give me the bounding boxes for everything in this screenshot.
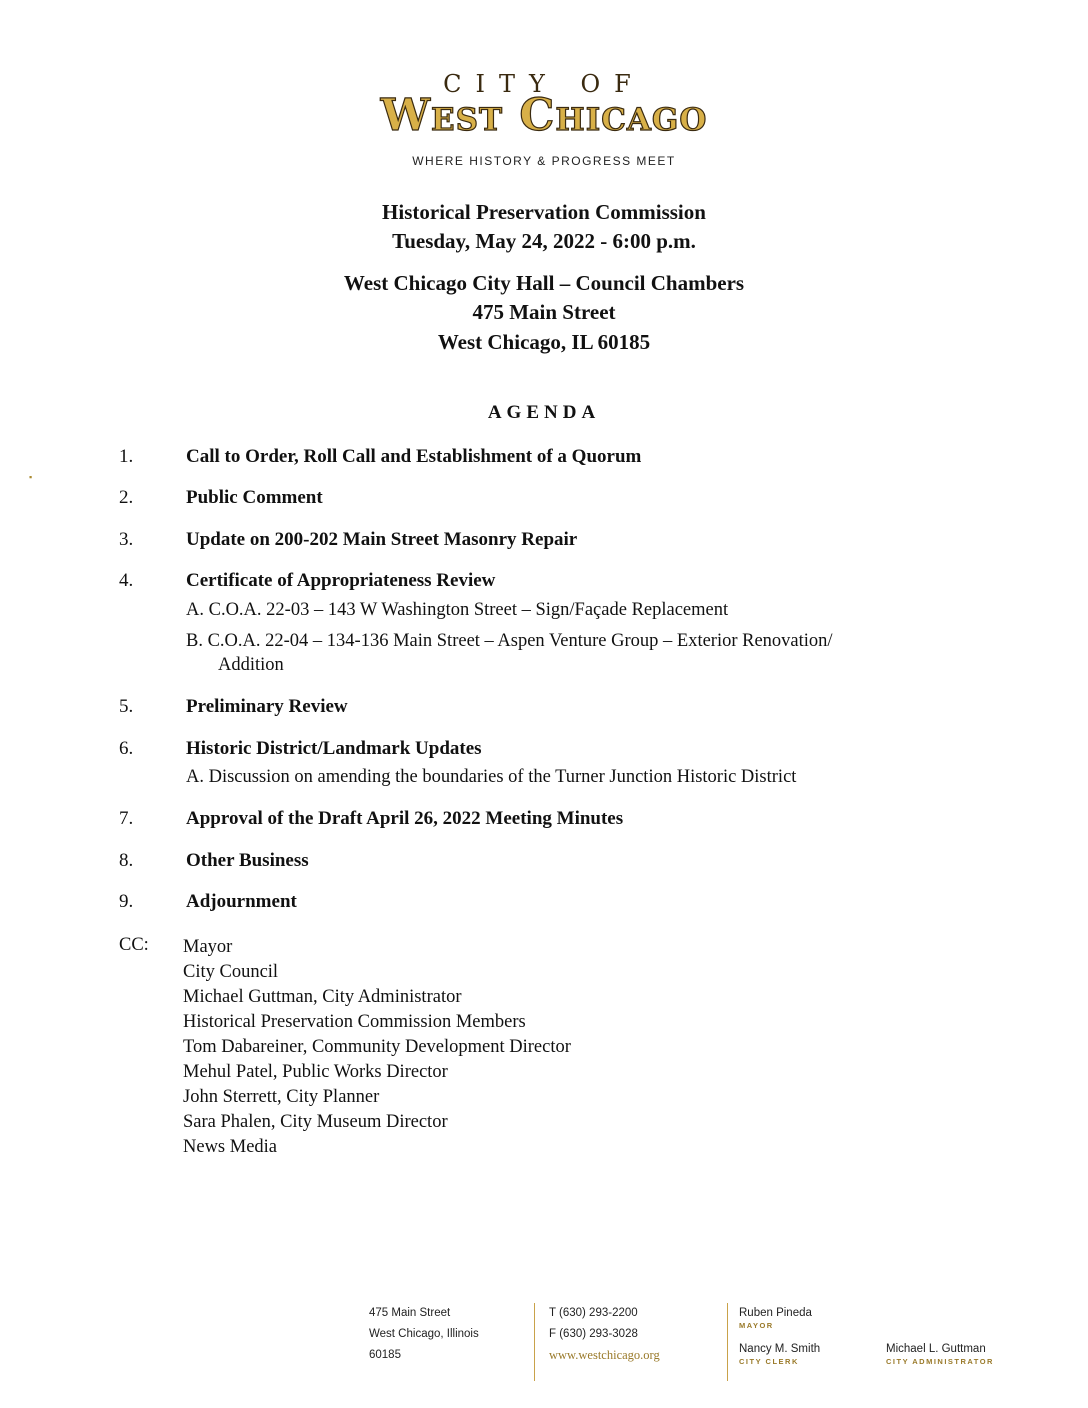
footer-address: [369, 1303, 479, 1366]
footer-address-line: 60185: [369, 1349, 401, 1361]
official-title: MAYOR: [739, 1321, 774, 1330]
sub-item: B. C.O.A. 22-04 – 134-136 Main Street – Aspen Venture Group – Exterior Renovation/: [186, 631, 833, 651]
footer-fax: F (630) 293-3028: [549, 1328, 638, 1340]
footer-official: [739, 1305, 812, 1330]
footer-address-line: 475 Main Street: [369, 1307, 451, 1319]
cc-recipient: City Council: [183, 962, 279, 982]
item-label: Update on 200-202 Main Street Masonry Repair: [186, 529, 578, 550]
logo-tagline: WHERE HISTORY & PROGRESS MEET: [412, 154, 676, 168]
sub-item: A. C.O.A. 22-03 – 143 W Washington Street – Sign/Façade Replacement: [186, 600, 729, 620]
official-name: Ruben Pineda: [739, 1307, 812, 1319]
official-title: CITY ADMINISTRATOR: [886, 1357, 994, 1366]
item-number: 5.: [119, 696, 134, 717]
official-name: Michael L. Guttman: [886, 1343, 986, 1355]
cc-recipient: Mehul Patel, Public Works Director: [183, 1062, 448, 1082]
cc-recipient: Historical Preservation Commission Members: [183, 1012, 526, 1032]
footer-website[interactable]: www.westchicago.org: [549, 1348, 660, 1362]
item-number: 8.: [119, 850, 134, 871]
cc-label: CC:: [119, 935, 149, 955]
footer-address-line: West Chicago, Illinois: [369, 1328, 479, 1340]
item-number: 6.: [119, 738, 134, 759]
item-number: 2.: [119, 487, 134, 508]
item-label: Call to Order, Roll Call and Establishment of a Quorum: [186, 446, 642, 467]
item-label: Public Comment: [186, 487, 323, 508]
sub-item: A. Discussion on amending the boundaries of the Turner Junction Historic District: [186, 767, 797, 787]
footer-contact: [549, 1303, 660, 1366]
item-label: Historic District/Landmark Updates: [186, 738, 482, 759]
commission-title: Historical Preservation Commission: [382, 200, 706, 224]
item-number: 9.: [119, 891, 134, 912]
official-title: CITY CLERK: [739, 1357, 799, 1366]
cc-recipient-list: [183, 935, 571, 1160]
meeting-date: Tuesday, May 24, 2022 - 6:00 p.m.: [392, 229, 696, 253]
address-street: 475 Main Street: [472, 300, 616, 324]
item-label: Preliminary Review: [186, 696, 348, 717]
cc-recipient: John Sterrett, City Planner: [183, 1087, 380, 1107]
footer-official: [739, 1341, 820, 1366]
item-label: Approval of the Draft April 26, 2022 Meeting Minutes: [186, 808, 624, 829]
item-label: Other Business: [186, 850, 309, 871]
official-name: Nancy M. Smith: [739, 1343, 821, 1355]
cc-recipient: News Media: [183, 1137, 278, 1157]
agenda-title: AGENDA: [487, 402, 601, 423]
item-number: 1.: [119, 446, 134, 467]
item-number: 4.: [119, 570, 134, 591]
margin-mark: ▪: [29, 472, 33, 482]
cc-recipient: Michael Guttman, City Administrator: [183, 987, 462, 1007]
logo-city-of: CITY OF: [443, 70, 645, 98]
cc-recipient: Sara Phalen, City Museum Director: [183, 1112, 448, 1132]
footer-divider: [534, 1303, 535, 1381]
footer-divider: [727, 1303, 728, 1381]
item-label: Adjournment: [186, 891, 297, 912]
item-label: Certificate of Appropriateness Review: [186, 570, 496, 591]
meeting-location: West Chicago City Hall – Council Chambers: [343, 271, 745, 295]
footer-phone: T (630) 293-2200: [549, 1307, 638, 1319]
footer-official: [886, 1341, 994, 1366]
item-number: 7.: [119, 808, 134, 829]
item-number: 3.: [119, 529, 134, 550]
address-city: West Chicago, IL 60185: [437, 330, 651, 354]
cc-recipient: Mayor: [183, 937, 233, 957]
logo-west-chicago: West Chicago: [380, 90, 708, 141]
cc-recipient: Tom Dabareiner, Community Development Director: [183, 1037, 571, 1057]
sub-item-continued: Addition: [218, 655, 284, 675]
